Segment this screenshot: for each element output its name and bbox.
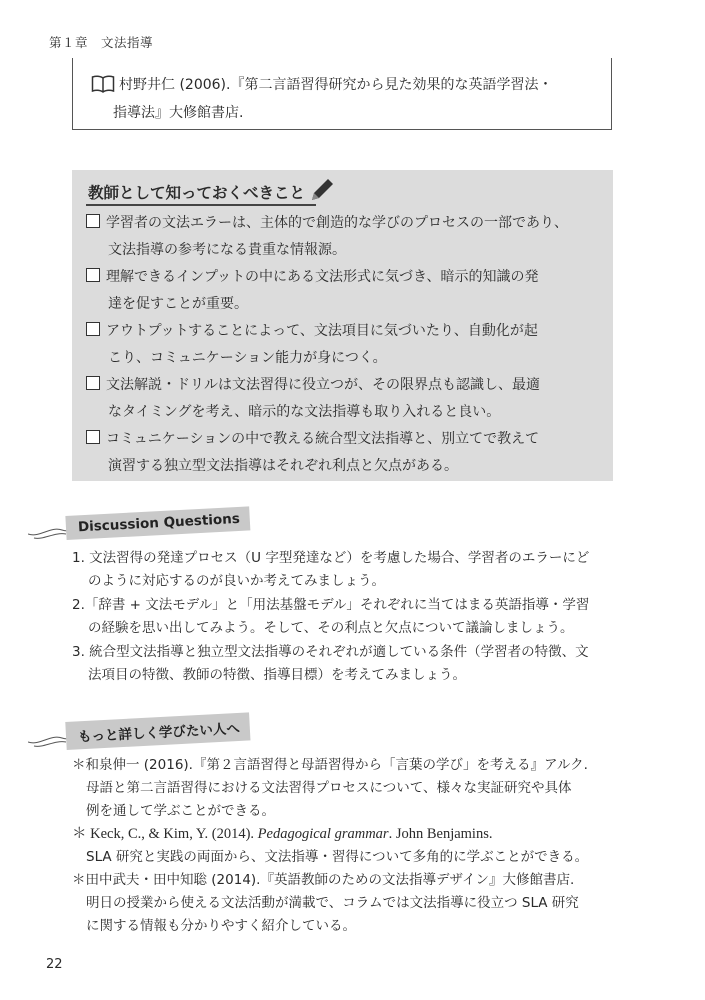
tip-item-5: コミュニケーションの中で教える統合型文法指導と、別立てで教えて 演習する独立型文法指導はそれぞれ利点と欠点がある。 <box>86 426 539 480</box>
reference-text-1: 村野井仁 (2006).『第二言語習得研究から見た効果的な英語学習法・ <box>119 77 553 93</box>
further-reading-heading: もっと詳しく学びたい人へ <box>65 712 250 750</box>
discussion-heading: Discussion Questions <box>65 506 250 540</box>
reference-item-2: ＊ Keck, C., & Kim, Y. (2014). Pedagogical grammar. John Benjamins. SLA 研究と実践の両面から、文法指導・習得について多角的に学ぶことができる。 <box>72 826 589 865</box>
tips-box <box>72 170 613 481</box>
book-icon <box>91 75 115 97</box>
chapter-header: 第１章 文法指導 <box>49 35 154 50</box>
question-3: 3. 統合型文法指導と独立型文法指導のそれぞれが適している条件（学習者の特徴、文 法項目の特徴、教師の特徴、指導目標）を考えてみましょう。 <box>72 644 589 683</box>
tips-title-underline <box>86 204 316 206</box>
reference-box <box>72 58 612 130</box>
checkbox-icon <box>86 430 100 444</box>
tip-item-2: 理解できるインプットの中にある文法形式に気づき、暗示的知識の発 達を促すことが重要。 <box>86 264 538 318</box>
checkbox-icon <box>86 214 100 228</box>
checkbox-icon <box>86 268 100 282</box>
reference-item-1: ＊和泉伸一 (2016).『第２言語習得と母語習得から「言葉の学び」を考える』アルク. 母語と第二言語習得における文法習得プロセスについて、様々な実証研究や具体 例を通して学ぶことができる。 <box>72 757 588 819</box>
tip-item-4: 文法解説・ドリルは文法習得に役立つが、その限界点も認識し、最適 なタイミングを考え、暗示的な文法指導も取り入れると良い。 <box>86 372 540 426</box>
tip-item-1: 学習者の文法エラーは、主体的で創造的な学びのプロセスの一部であり、 文法指導の参考になる貴重な情報源。 <box>86 210 568 264</box>
reference-line-1 <box>91 74 552 97</box>
checkbox-icon <box>86 322 100 336</box>
reference-item-3: ＊田中武夫・田中知聡 (2014).『英語教師のための文法指導デザイン』大修館書店. 明日の授業から使える文法活動が満載で、コラムでは文法指導に役立つ SLA 研究 に関する情報も分かりやすく紹介している。 <box>72 872 579 934</box>
reference-line-2: 指導法』大修館書店. <box>113 105 244 121</box>
tip-item-3: アウトプットすることによって、文法項目に気づいたり、自動化が起 こり、コミュニケーション能力が身につく。 <box>86 318 538 372</box>
question-1: 1. 文法習得の発達プロセス（U 字型発達など）を考慮した場合、学習者のエラーにど のように対応するのが良いか考えてみましょう。 <box>72 550 590 589</box>
page-number: 22 <box>46 957 63 972</box>
tips-title: 教師として知っておくべきこと <box>88 184 306 202</box>
question-2: 2.「辞書 + 文法モデル」と「用法基盤モデル」それぞれに当てはまる英語指導・学習 の経験を思い出してみよう。そして、その利点と欠点について議論しましょう。 <box>72 597 590 636</box>
pencil-icon <box>308 176 336 204</box>
checkbox-icon <box>86 376 100 390</box>
